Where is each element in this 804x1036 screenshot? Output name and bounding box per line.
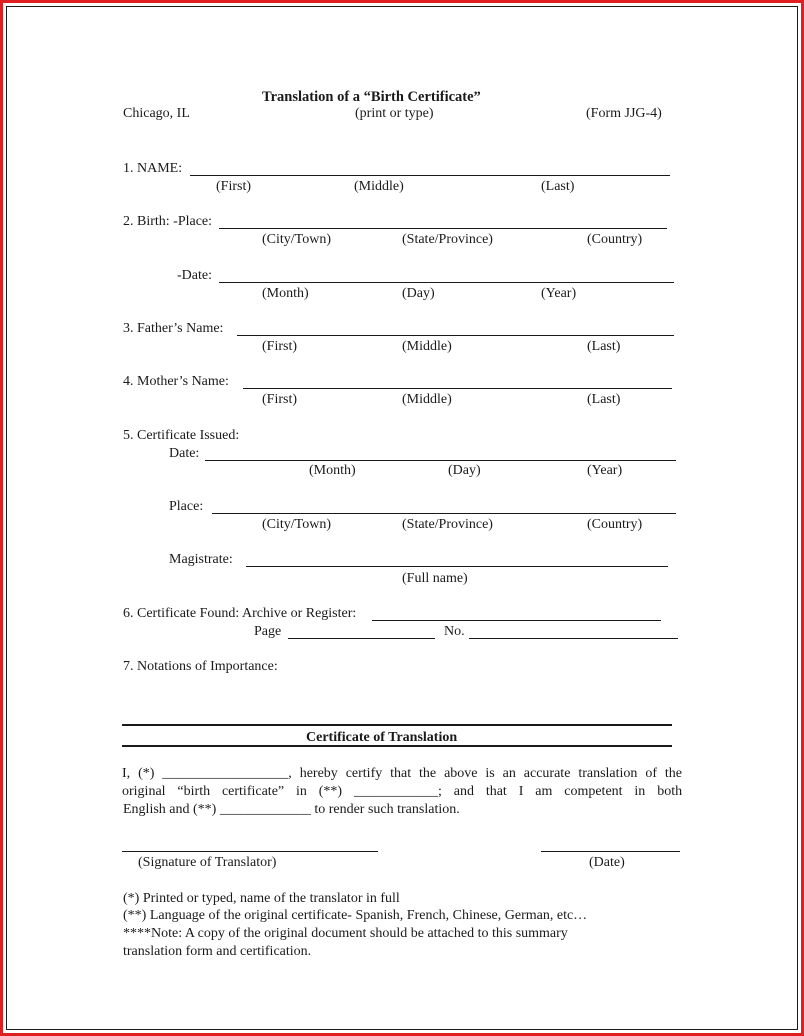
name-line[interactable] [190, 175, 670, 176]
name-middle-caption: (Middle) [354, 179, 404, 194]
issued-month-caption: (Month) [309, 463, 356, 478]
found-page-line[interactable] [288, 638, 435, 639]
issued-year-caption: (Year) [587, 463, 623, 478]
certificate-text-line-2 [122, 783, 682, 801]
notations-label: 7. Notations of Importance: [123, 659, 278, 674]
note-copy-cont: translation form and certification. [123, 944, 312, 959]
certificate-heading: Certificate of Translation [306, 730, 458, 745]
father-first-caption: (First) [262, 339, 297, 354]
word: in [634, 784, 646, 799]
certificate-text-line-3: English and (**) _____________ to render such translation. [123, 802, 460, 817]
certificate-heading-rule [122, 745, 672, 747]
certificate-text-line-1 [122, 765, 682, 783]
date-caption: (Date) [589, 855, 625, 870]
word: certify [345, 766, 383, 781]
signature-line[interactable] [122, 851, 378, 852]
note-translator: (*) Printed or typed, name of the translator in full [123, 891, 400, 906]
note-language: (**) Language of the original certificate- Spanish, French, Chinese, German, etc… [123, 908, 588, 923]
form-title: Translation of a “Birth Certificate” [262, 89, 481, 105]
found-no-label: No. [444, 624, 465, 639]
form-number: (Form JJG-4) [586, 106, 662, 121]
word: certificate” [221, 784, 285, 799]
word: (**) [318, 784, 343, 799]
issued-state-caption: (State/Province) [402, 517, 493, 532]
magistrate-caption: (Full name) [402, 571, 468, 586]
issued-city-caption: (City/Town) [262, 517, 332, 532]
word: and [453, 784, 474, 799]
word: original [122, 784, 166, 799]
word: in [296, 784, 307, 799]
magistrate-line[interactable] [246, 566, 668, 567]
word: above [444, 766, 478, 781]
note-copy: ****Note: A copy of the original document should be attached to this summary [123, 926, 568, 941]
city-label: Chicago, IL [123, 106, 190, 121]
word: the [419, 766, 437, 781]
birth-year-caption: (Year) [541, 286, 577, 301]
father-label: 3. Father’s Name: [123, 321, 224, 336]
father-middle-caption: (Middle) [402, 339, 452, 354]
birth-month-caption: (Month) [262, 286, 309, 301]
found-register-line[interactable] [372, 620, 661, 621]
name-first-caption: (First) [216, 179, 251, 194]
name-label: 1. NAME: [123, 161, 183, 176]
magistrate-label: Magistrate: [169, 552, 233, 567]
birth-place-label: 2. Birth: -Place: [123, 214, 213, 229]
word: competent [564, 784, 623, 799]
date-line[interactable] [541, 851, 680, 852]
issued-place-label: Place: [169, 499, 204, 514]
name-last-caption: (Last) [541, 179, 575, 194]
found-page-label: Page [254, 624, 282, 639]
word: of [645, 766, 657, 781]
language-blank[interactable]: ____________; [353, 784, 442, 799]
birth-country-caption: (Country) [587, 232, 643, 247]
word: accurate [523, 766, 571, 781]
found-label: 6. Certificate Found: Archive or Register: [123, 606, 357, 621]
word: is [485, 766, 495, 781]
mother-first-caption: (First) [262, 392, 297, 407]
birth-city-caption: (City/Town) [262, 232, 332, 247]
birth-state-caption: (State/Province) [402, 232, 493, 247]
mother-middle-caption: (Middle) [402, 392, 452, 407]
father-last-caption: (Last) [587, 339, 621, 354]
certificate-top-rule [122, 724, 672, 726]
print-instruction: (print or type) [355, 106, 434, 121]
translator-mark: I, (*) [122, 766, 155, 781]
word: I [518, 784, 524, 799]
issued-place-line[interactable] [212, 513, 676, 514]
issued-country-caption: (Country) [587, 517, 643, 532]
word: that [485, 784, 507, 799]
word: translation [578, 766, 638, 781]
signature-caption: (Signature of Translator) [138, 855, 277, 870]
birth-date-label: -Date: [177, 268, 212, 283]
mother-line[interactable] [243, 388, 672, 389]
mother-label: 4. Mother’s Name: [123, 374, 229, 389]
birth-day-caption: (Day) [402, 286, 435, 301]
translator-blank[interactable]: __________________, hereby [162, 766, 338, 781]
word: both [657, 784, 683, 799]
word: the [664, 766, 683, 781]
word: am [535, 784, 553, 799]
word: “birth [177, 784, 211, 799]
word: an [502, 766, 516, 781]
birth-date-line[interactable] [219, 282, 674, 283]
father-line[interactable] [237, 335, 674, 336]
found-no-line[interactable] [469, 638, 678, 639]
mother-last-caption: (Last) [587, 392, 621, 407]
issued-label: 5. Certificate Issued: [123, 428, 240, 443]
issued-day-caption: (Day) [448, 463, 481, 478]
issued-date-label: Date: [169, 446, 200, 461]
birth-place-line[interactable] [219, 228, 667, 229]
word: that [390, 766, 412, 781]
issued-date-line[interactable] [205, 460, 676, 461]
